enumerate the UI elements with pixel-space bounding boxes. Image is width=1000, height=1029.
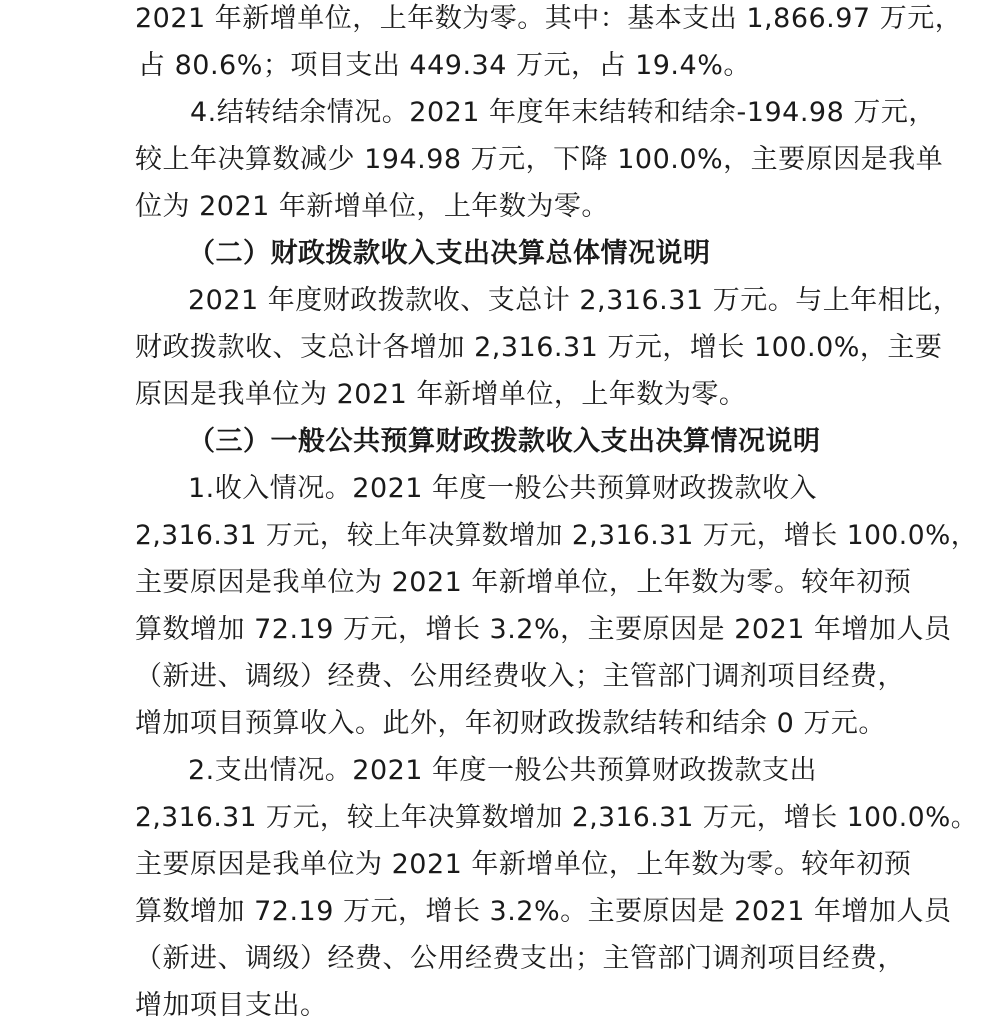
text-line: 算数增加 72.19 万元，增长 3.2%。主要原因是 2021 年增加人员: [135, 896, 952, 927]
text-line: （新进、调级）经费、公用经费支出；主管部门调剂项目经费，: [135, 943, 905, 974]
text-line: 增加项目支出。: [135, 990, 328, 1021]
text-line: 增加项目预算收入。此外，年初财政拨款结转和结余 0 万元。: [135, 708, 886, 739]
text-line: 原因是我单位为 2021 年新增单位，上年数为零。: [135, 379, 747, 410]
text-line: 较上年决算数减少 194.98 万元，下降 100.0%，主要原因是我单: [135, 144, 944, 175]
text-line: 2021 年新增单位，上年数为零。其中：基本支出 1,866.97 万元，: [135, 3, 963, 34]
text-line: 2,316.31 万元，较上年决算数增加 2,316.31 万元，增长 100.0%。: [135, 802, 978, 833]
section-heading: （三）一般公共预算财政拨款收入支出决算情况说明: [188, 426, 821, 457]
text-line: 主要原因是我单位为 2021 年新增单位，上年数为零。较年初预: [135, 849, 912, 880]
text-line: 主要原因是我单位为 2021 年新增单位，上年数为零。较年初预: [135, 567, 912, 598]
text-line: 2,316.31 万元，较上年决算数增加 2,316.31 万元，增长 100.0%，: [135, 520, 978, 551]
text-line: 4.结转结余情况。2021 年度年末结转和结余-194.98 万元，: [190, 97, 936, 128]
text-line: 算数增加 72.19 万元，增长 3.2%，主要原因是 2021 年增加人员: [135, 614, 952, 645]
text-line: 占 80.6%；项目支出 449.34 万元，占 19.4%。: [138, 50, 751, 81]
section-heading: （二）财政拨款收入支出决算总体情况说明: [188, 238, 711, 269]
text-line: 财政拨款收、支总计各增加 2,316.31 万元，增长 100.0%，主要: [135, 332, 943, 363]
text-line: 位为 2021 年新增单位，上年数为零。: [135, 191, 609, 222]
text-line: 2.支出情况。2021 年度一般公共预算财政拨款支出: [188, 755, 818, 786]
text-line: （新进、调级）经费、公用经费收入；主管部门调剂项目经费，: [135, 661, 905, 692]
text-line: 1.收入情况。2021 年度一般公共预算财政拨款收入: [188, 473, 818, 504]
text-line: 2021 年度财政拨款收、支总计 2,316.31 万元。与上年相比，: [188, 285, 961, 316]
